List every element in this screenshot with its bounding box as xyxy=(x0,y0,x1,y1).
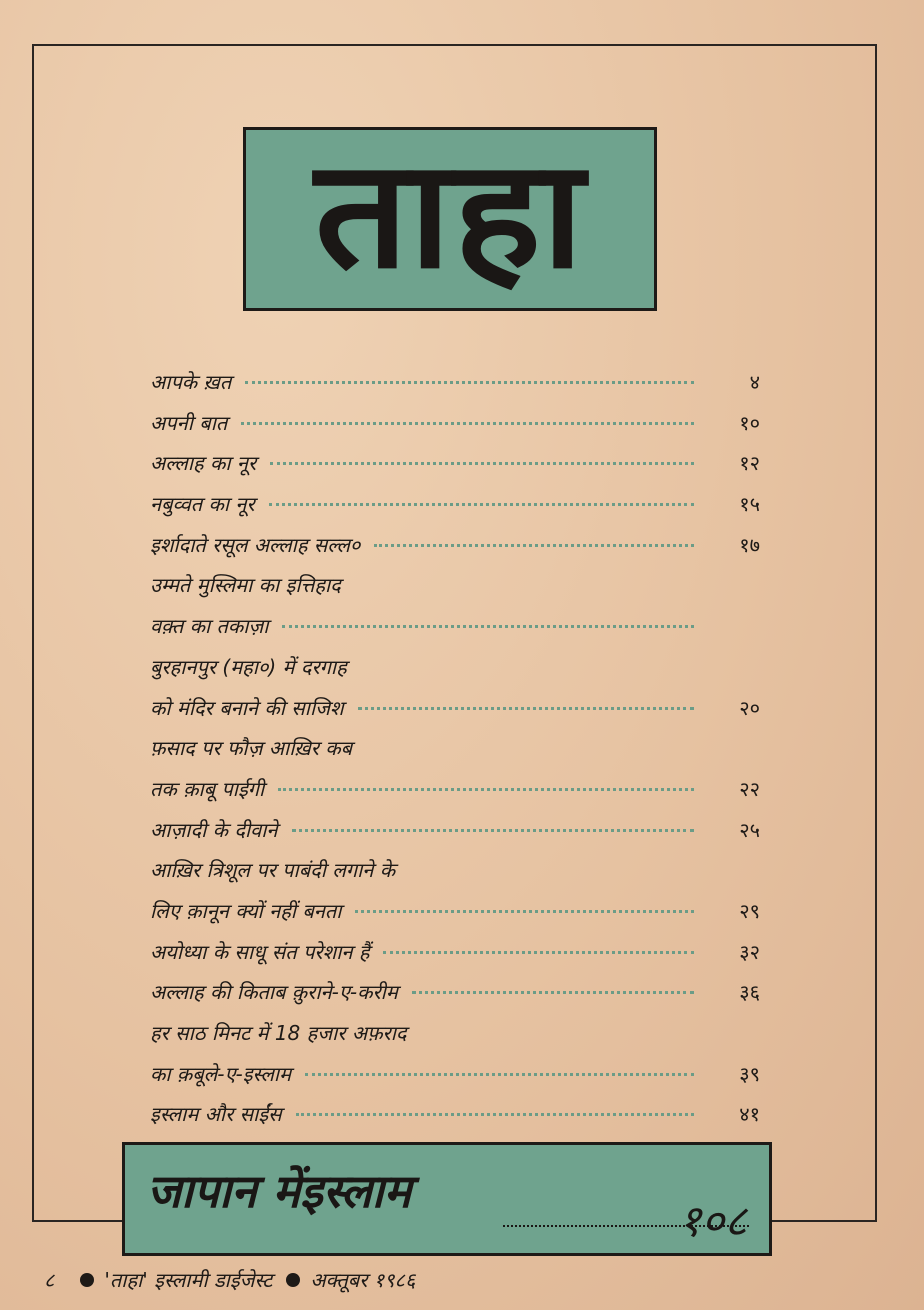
toc-entry-title: उम्मते मुस्लिमा का इत्तिहाद xyxy=(150,573,341,598)
toc-entry-page: २० xyxy=(739,695,760,720)
toc-entry-page: ४ xyxy=(749,370,760,394)
toc-leader-dots xyxy=(270,462,694,465)
toc-entry-page: १२ xyxy=(739,451,760,476)
toc-entry-page: ३२ xyxy=(739,939,760,964)
toc-entry-page: २९ xyxy=(739,898,760,923)
toc-leader-dots xyxy=(245,381,694,384)
masthead-panel xyxy=(243,127,657,311)
toc-entry-page: ३९ xyxy=(739,1061,760,1086)
toc-entry xyxy=(150,368,760,409)
toc-entry-title: अल्लाह की किताब क़ुराने-ए-करीम xyxy=(150,980,398,1005)
toc-leader-dots xyxy=(292,829,694,832)
toc-entry-title: अयोध्या के साधू संत परेशान हैं xyxy=(150,939,370,964)
toc-entry-title: अल्लाह का नूर xyxy=(150,451,257,476)
toc-entry-title: इस्लाम और साईंस xyxy=(150,1102,282,1127)
toc-entry xyxy=(150,653,760,694)
toc-entry-title: आख़िर त्रिशूल पर पाबंदी लगाने के xyxy=(150,858,396,883)
toc-entry xyxy=(150,531,760,572)
toc-entry-title: लिए क़ानून क्यों नहीं बनता xyxy=(150,898,342,923)
toc-entry-title: को मंदिर बनाने की साजिश xyxy=(150,695,344,720)
toc-entry-page: १० xyxy=(739,410,760,435)
toc-entry-page: १५ xyxy=(739,492,760,517)
toc-entry xyxy=(150,856,760,897)
toc-entry xyxy=(150,978,760,1019)
toc-entry-title: हर साठ मिनट में 18 हजार अफ़राद xyxy=(150,1021,407,1045)
toc-entry xyxy=(150,734,760,775)
toc-entry xyxy=(150,490,760,531)
footer-date: अक्तूबर १९८६ xyxy=(310,1268,416,1292)
toc-leader-dots xyxy=(296,1113,694,1116)
toc-leader-dots xyxy=(241,422,694,425)
toc-leader-dots xyxy=(305,1073,694,1076)
toc-leader-dots xyxy=(355,910,694,913)
toc-entry-title: नबुव्वत का नूर xyxy=(150,492,255,517)
toc-entry xyxy=(150,1060,760,1101)
banner-title: जापान मेंइस्लाम xyxy=(147,1164,412,1218)
toc-entry xyxy=(150,409,760,450)
toc-leader-dots xyxy=(358,707,694,710)
footer-page-number: ८ xyxy=(44,1268,55,1292)
toc-entry-title: बुरहानपुर (महा०) में दरगाह xyxy=(150,654,347,679)
toc-entry xyxy=(150,775,760,816)
toc-entry xyxy=(150,938,760,979)
toc-entry-page: ४१ xyxy=(739,1102,760,1127)
footer-publication: 'ताहा' इस्लामी डाईजेस्ट xyxy=(104,1268,273,1292)
toc-entry xyxy=(150,1100,760,1141)
toc-entry-page: १७ xyxy=(739,532,760,557)
toc-entry-page: २५ xyxy=(739,817,760,842)
toc-leader-dots xyxy=(383,951,694,954)
toc-entry xyxy=(150,694,760,735)
table-of-contents xyxy=(150,368,760,1141)
bullet-icon xyxy=(286,1273,300,1287)
bullet-icon xyxy=(80,1273,94,1287)
toc-leader-dots xyxy=(412,991,694,994)
toc-leader-dots xyxy=(282,625,694,628)
toc-entry-title: आपके ख़त xyxy=(150,370,232,394)
toc-entry xyxy=(150,612,760,653)
page-footer xyxy=(44,1266,415,1293)
toc-entry-title: आज़ादी के दीवाने xyxy=(150,817,278,842)
feature-banner xyxy=(122,1142,772,1256)
toc-entry-title: तक क़ाबू पाईगी xyxy=(150,776,265,801)
toc-leader-dots xyxy=(374,544,694,547)
banner-page-number: १०८ xyxy=(678,1196,747,1247)
toc-entry xyxy=(150,897,760,938)
toc-entry-title: का क़बूले-ए-इस्लाम xyxy=(150,1061,292,1086)
toc-entry-page: ३६ xyxy=(739,980,760,1005)
toc-entry xyxy=(150,449,760,490)
masthead-title: ताहा xyxy=(314,128,586,302)
toc-entry-page: २२ xyxy=(739,776,760,801)
toc-entry xyxy=(150,1019,760,1060)
toc-leader-dots xyxy=(278,788,694,791)
toc-entry-title: अपनी बात xyxy=(150,410,228,435)
toc-leader-dots xyxy=(269,503,694,506)
toc-entry-title: इर्शादाते रसूल अल्लाह सल्ल० xyxy=(150,532,361,557)
toc-entry xyxy=(150,571,760,612)
toc-entry-title: वक़्त का तकाज़ा xyxy=(150,614,269,639)
toc-entry-title: फ़साद पर फौज़ आख़िर कब xyxy=(150,736,353,761)
toc-entry xyxy=(150,816,760,857)
